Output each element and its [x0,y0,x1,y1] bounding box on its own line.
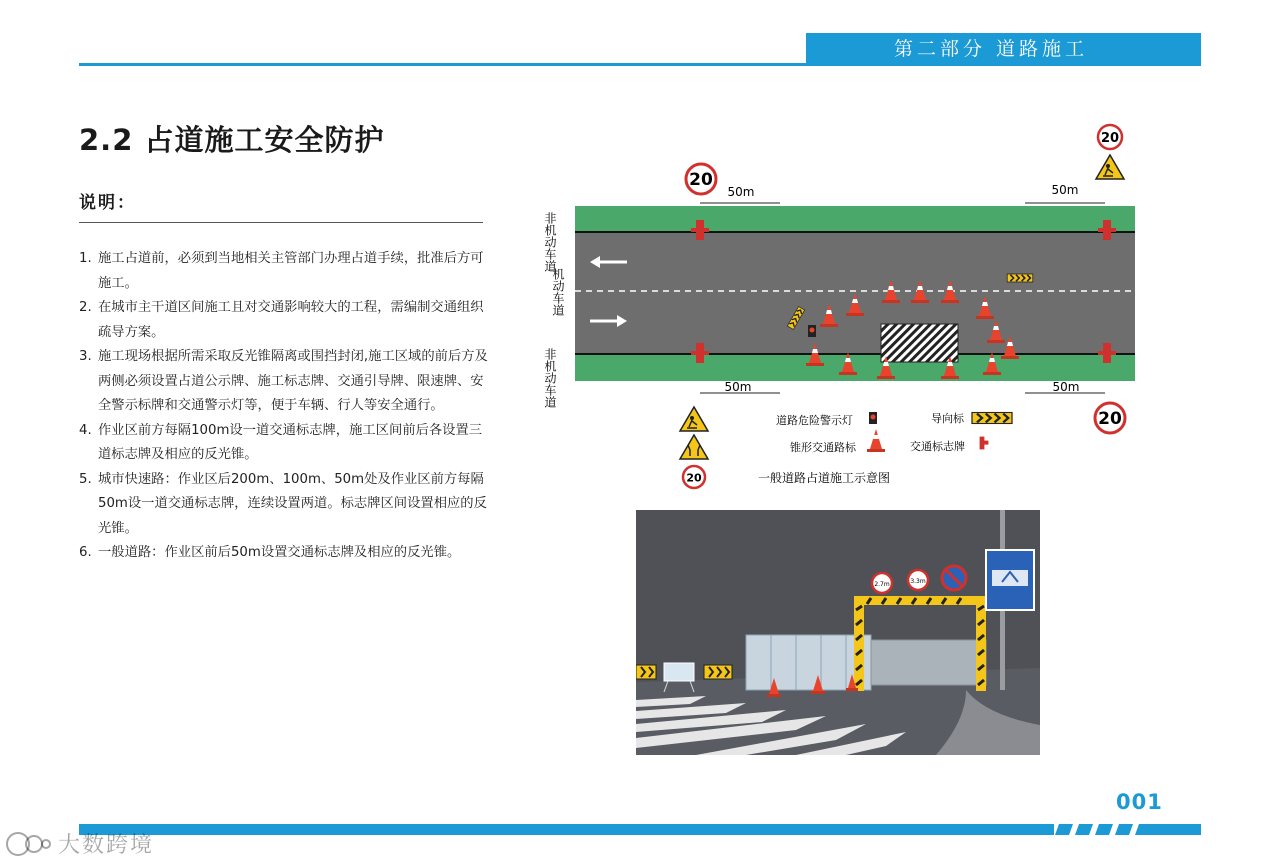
note-number: 4. [79,422,92,438]
narrow-road-icon [680,435,708,459]
no-parking-sign [942,566,966,590]
guide-chevron-icon [704,665,732,679]
speed-limit-sign [1098,125,1122,149]
speed-limit-sign [683,466,705,488]
speed-limit-text: 20 [686,471,702,485]
description-heading: 说明： [79,193,136,213]
speed-limit-text: 20 [1098,409,1122,429]
speed-limit-text: 20 [689,170,713,190]
note-number: 5. [79,471,92,487]
legend-label: 导向标 [931,412,964,425]
note-text: 作业区前方每隔100m设一道交通标志牌，施工区间前后各设置三道标志牌及相应的反光锥。 [98,422,483,462]
lane-label: 非机动车道 [543,348,557,408]
distance-label: 50m [727,185,755,199]
note-number: 3. [79,349,92,364]
non-motor-lane-top [575,206,1135,232]
section-tab: 第二部分 道路施工 [806,33,1201,66]
distance-label: 50m [724,380,752,394]
page-title: 2.2 占道施工安全防护 [79,123,385,157]
work-zone [881,324,958,362]
traffic-sign-icon [980,437,989,450]
note-item [79,247,489,296]
note-text: 施工占道前，必须到当地相关主管部门办理占道手续，批准后方可施工。 [98,251,484,291]
construction-photo [636,510,1040,755]
watermark [4,828,154,859]
height-limit-text: 3.3m [910,578,926,585]
note-text: 一般道路：作业区前后50m设置交通标志牌及相应的反光锥。 [98,545,461,560]
notes-list [79,247,489,566]
distance-label: 50m [1051,183,1079,197]
legend-label: 道路危险警示灯 [776,414,853,427]
diagram-caption: 一般道路占道施工示意图 [758,471,891,485]
speed-limit-text: 20 [1100,131,1120,146]
watermark-text: 大数跨境 [58,833,155,858]
note-number: 6. [79,545,92,560]
note-item [79,541,489,566]
speed-limit-sign [1095,403,1125,433]
construction-diagram [530,120,1150,500]
note-text: 城市快速路：作业区后200m、100m、50m处及作业区前方每隔50m设一道交通标志牌，连续设置两道。标志牌区间设置相应的反光锥。 [98,471,487,536]
legend-label: 交通标志牌 [910,440,965,453]
note-text: 施工现场根据所需采取反光锥隔离或围挡封闭,施工区域的前后方及两侧必须设置占道公示牌、施工标志牌、交通引导牌、限速牌、安全警示标牌和交通警示灯等，便于车辆、行人等安全通行。 [98,349,488,413]
description-rule [79,222,483,223]
page-number: 001 [1116,790,1163,814]
work-warning-icon [680,407,708,431]
height-limit-sign [908,570,928,590]
note-item [79,468,489,542]
warning-light-icon [869,412,877,424]
legend-label: 锥形交通路标 [790,441,856,454]
cone-icon [867,429,885,452]
note-item [79,345,489,419]
direction-sign [986,550,1034,610]
watermark-logo-icon [4,829,52,859]
note-number: 1. [79,251,92,266]
work-warning-icon [1096,155,1124,179]
guide-chevron-icon [972,413,1012,424]
note-item [79,296,489,345]
lane-label: 机动车道 [551,268,565,316]
height-limit-sign [872,573,892,593]
distance-label: 50m [1052,380,1080,394]
non-motor-lane-bottom [575,354,1135,381]
guide-chevron-icon [636,665,656,679]
note-number: 2. [79,300,92,315]
speed-limit-sign [686,164,716,194]
height-limit-text: 2.7m [874,581,890,588]
warning-light-icon [808,325,816,337]
note-text: 在城市主干道区间施工且对交通影响较大的工程，需编制交通组织疏导方案。 [98,300,484,340]
guide-chevron-icon [1007,274,1033,282]
note-item [79,419,489,468]
footer-bar [79,824,1201,835]
lane-label: 非机动车道 [543,212,557,272]
